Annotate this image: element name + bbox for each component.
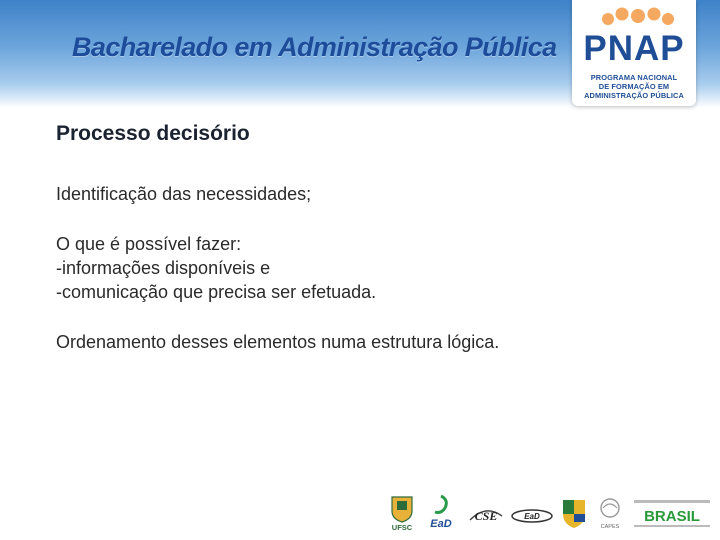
ufsc-logo-icon (388, 494, 416, 532)
paragraph-ordering: Ordenamento desses elementos numa estrutura lógica. (56, 332, 500, 352)
capes-logo-text: CAPES (600, 524, 620, 530)
ead-logo-text: EaD (430, 518, 452, 530)
slide-heading: Processo decisório (56, 122, 250, 145)
paragraph-needs: Identificação das necessidades; (56, 184, 312, 204)
ead2-logo-text: EaD (524, 512, 540, 521)
brasil-logo-text: BRASIL (644, 508, 700, 525)
pnap-logo-word: PNAP (583, 29, 685, 68)
capes-logo-icon (594, 494, 626, 532)
paragraph-line: -informações disponíveis e (56, 258, 271, 278)
pnap-logo (572, 0, 696, 106)
slide-content (56, 120, 696, 354)
paragraph-line: -comunicação que precisa ser efetuada. (56, 282, 377, 302)
shield-logo-icon (560, 494, 588, 532)
ufsc-logo-text: UFSC (391, 523, 413, 532)
banner-title: Bacharelado em Administração Pública (72, 32, 557, 62)
ead-logo-icon (424, 494, 458, 532)
paragraph-line: O que é possível fazer: (56, 234, 242, 254)
paragraph-possibilities (56, 232, 696, 304)
footer-logos (384, 494, 714, 534)
cse-logo-text: CSE (474, 509, 498, 523)
pnap-subtitle-line: DE FORMAÇÃO EM (598, 82, 670, 91)
pnap-logo-subtitle (572, 73, 696, 100)
ead-swoosh-logo-icon (510, 494, 554, 532)
brasil-logo-icon (632, 494, 712, 532)
pnap-subtitle-line: ADMINISTRAÇÃO PÚBLICA (584, 91, 684, 100)
pnap-subtitle-line: PROGRAMA NACIONAL (590, 73, 678, 82)
cse-logo-icon (466, 494, 506, 532)
